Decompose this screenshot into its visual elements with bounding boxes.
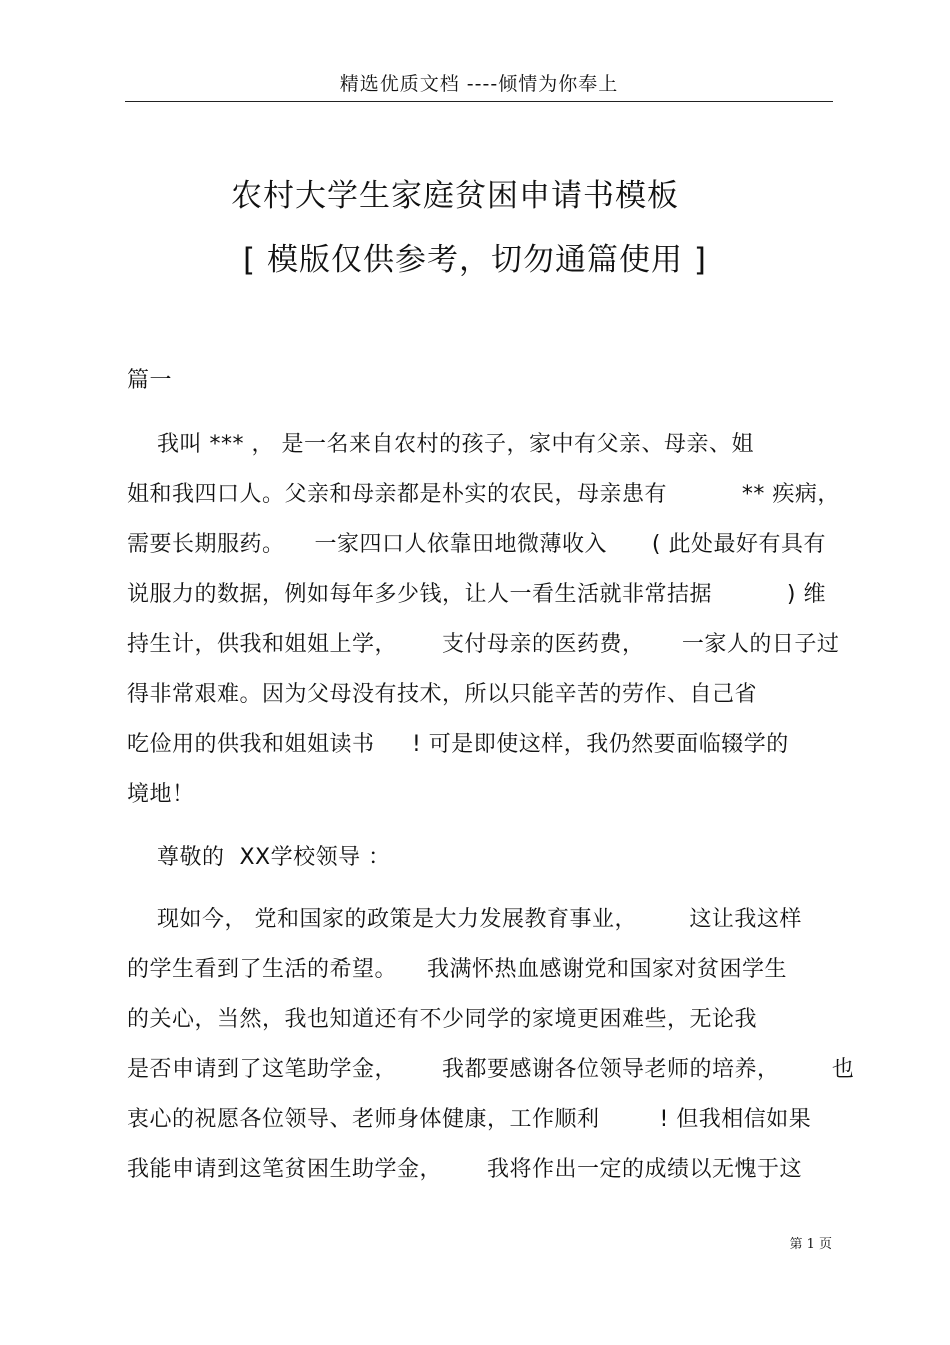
header-rule bbox=[125, 101, 833, 102]
page-number: 第 1 页 bbox=[789, 1237, 832, 1252]
paragraph-line: 得非常艰难。因为父母没有技术，所以只能辛苦的劳作、自己省 bbox=[127, 682, 758, 707]
section-label: 篇一 bbox=[127, 368, 173, 393]
paragraph-line: 持生计，供我和姐姐上学， 支付母亲的医药费， 一家人的日子过 bbox=[127, 632, 840, 657]
salutation: 尊敬的 XX学校领导 ： bbox=[127, 845, 391, 870]
paragraph-line: 我能申请到这笔贫困生助学金， 我将作出一定的成绩以无愧于这 bbox=[127, 1157, 802, 1182]
paragraph-line: 现如今， 党和国家的政策是大力发展教育事业， 这让我这样 bbox=[127, 907, 802, 932]
paragraph-line: 境地！ bbox=[127, 782, 195, 807]
page-header: 精选优质文档 ----倾情为你奉上 bbox=[339, 73, 619, 95]
paragraph-line: 是否申请到了这笔助学金， 我都要感谢各位领导老师的培养， 也 bbox=[127, 1057, 855, 1082]
paragraph-line: 我叫 *** ， 是一名来自农村的孩子，家中有父亲、母亲、姐 bbox=[127, 432, 754, 457]
paragraph-line: 吃俭用的供我和姐姐读书 ! 可是即使这样，我仍然要面临辍学的 bbox=[127, 732, 789, 757]
paragraph-line: 的学生看到了生活的希望。 我满怀热血感谢党和国家对贫困学生 bbox=[127, 957, 787, 982]
paragraph-line: 姐和我四口人。父亲和母亲都是朴实的农民，母亲患有 ** 疾病， bbox=[127, 482, 840, 507]
paragraph-line: 说服力的数据，例如每年多少钱，让人一看生活就非常拮据 ) 维 bbox=[127, 582, 827, 607]
paragraph-line: 的关心，当然，我也知道还有不少同学的家境更困难些，无论我 bbox=[127, 1007, 758, 1032]
document-subtitle: [ 模版仅供参考，切勿通篇使用 ] bbox=[243, 242, 707, 278]
paragraph-line: 需要长期服药。 一家四口人依靠田地微薄收入 ( 此处最好有具有 bbox=[127, 532, 827, 557]
document-title: 农村大学生家庭贫困申请书模板 bbox=[231, 178, 679, 214]
paragraph-line: 衷心的祝愿各位领导、老师身体健康，工作顺利 ! 但我相信如果 bbox=[127, 1107, 812, 1132]
